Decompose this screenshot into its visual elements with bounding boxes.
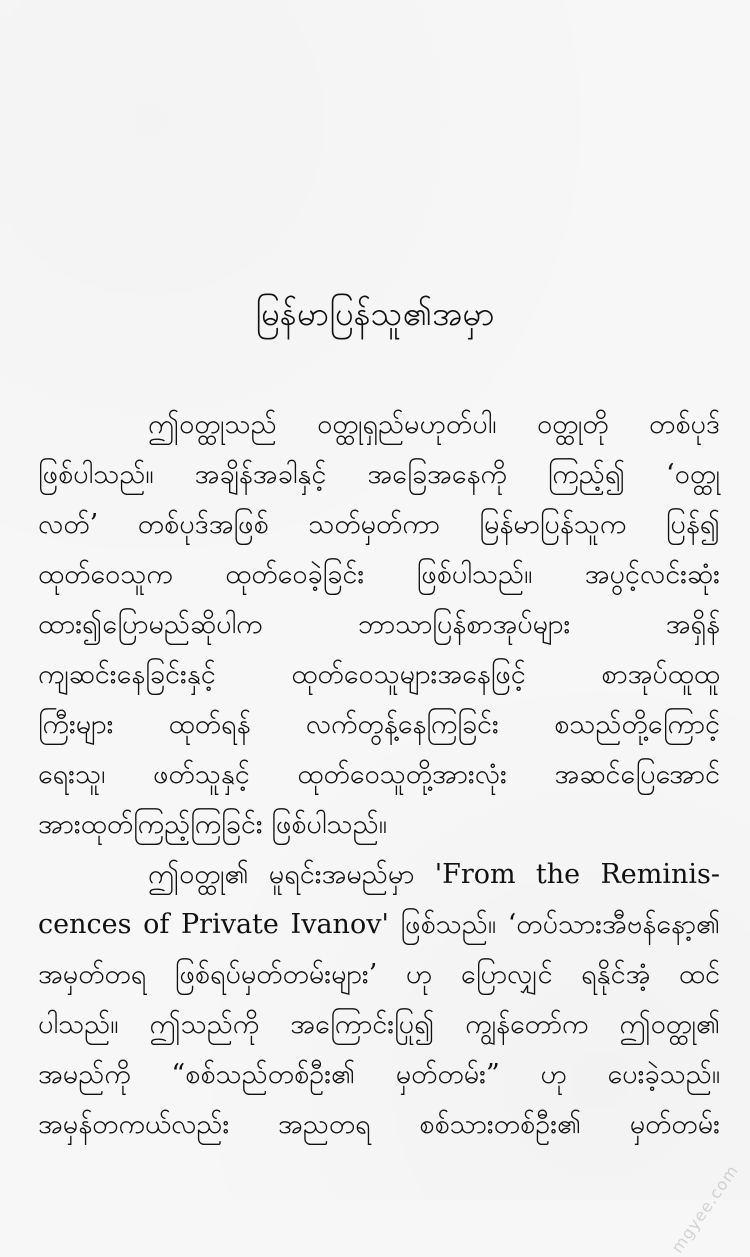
text-line-4: ထုတ်ဝေသူက ထုတ်ဝေခဲ့ခြင်း ဖြစ်ပါသည်။ အပွင့်လင်းဆုံး (38, 559, 720, 590)
text-line-7: ကြီးများ ထုတ်ရန် လက်တွန့်နေကြခြင်း စသည်တို့ကြောင့် (38, 709, 720, 740)
text-line-10: ဤ၀တ္ထု၏ မူရင်းအမည်မှာ 'From the Reminis- (148, 859, 720, 890)
text-line-14: အမည်ကို “စစ်သည်တစ်ဦး၏ မှတ်တမ်း” ဟု ပေးခဲ့သည်။ (38, 1059, 720, 1090)
text-line-3: လတ်’ တစ်ပုဒ်အဖြစ် သတ်မှတ်ကာ မြန်မာပြန်သူက ပြန်၍ (38, 509, 720, 540)
text-line-13: ပါသည်။ ဤသည်ကို အကြောင်းပြု၍ ကျွန်တော်က ဤ၀တ္ထု၏ (38, 1009, 720, 1040)
text-line-5: ထား၍ပြောမည်ဆိုပါက ဘာသာပြန်စာအုပ်များ အရှိန် (38, 609, 720, 640)
text-line-6: ကျဆင်းနေခြင်းနှင့် ထုတ်ဝေသူများအနေဖြင့် စာအုပ်ထူထူ (38, 659, 720, 690)
watermark: mgyee.com (667, 1161, 742, 1257)
text-line-11: cences of Private Ivanov' ဖြစ်သည်။ ‘တပ်သားအီဗန်နော့၏ (38, 909, 720, 940)
text-line-9: အားထုတ်ကြည့်ကြခြင်း ဖြစ်ပါသည်။ (38, 809, 387, 840)
text-line-15: အမှန်တကယ်လည်း အညတရ စစ်သားတစ်ဦး၏ မှတ်တမ်း (38, 1109, 720, 1140)
page-title: မြန်မာပြန်သူ၏အမှာ (255, 294, 495, 333)
text-line-2: ဖြစ်ပါသည်။ အချိန်အခါနှင့် အခြေအနေကို ကြည့်၍ ‘၀တ္ထု (38, 459, 720, 490)
text-line-1: ဤ၀တ္ထုသည် ၀တ္ထုရှည်မဟုတ်ပါ၊ ၀တ္ထုတို တစ်ပုဒ် (148, 409, 720, 440)
text-line-8: ရေးသူ၊ ဖတ်သူနှင့် ထုတ်ဝေသူတို့အားလုံး အဆင်ပြေအောင် (38, 759, 720, 790)
text-line-12: အမှတ်တရ ဖြစ်ရပ်မှတ်တမ်းများ’ ဟု ပြောလျှင် ရနိုင်အံ့ ထင် (38, 959, 720, 990)
